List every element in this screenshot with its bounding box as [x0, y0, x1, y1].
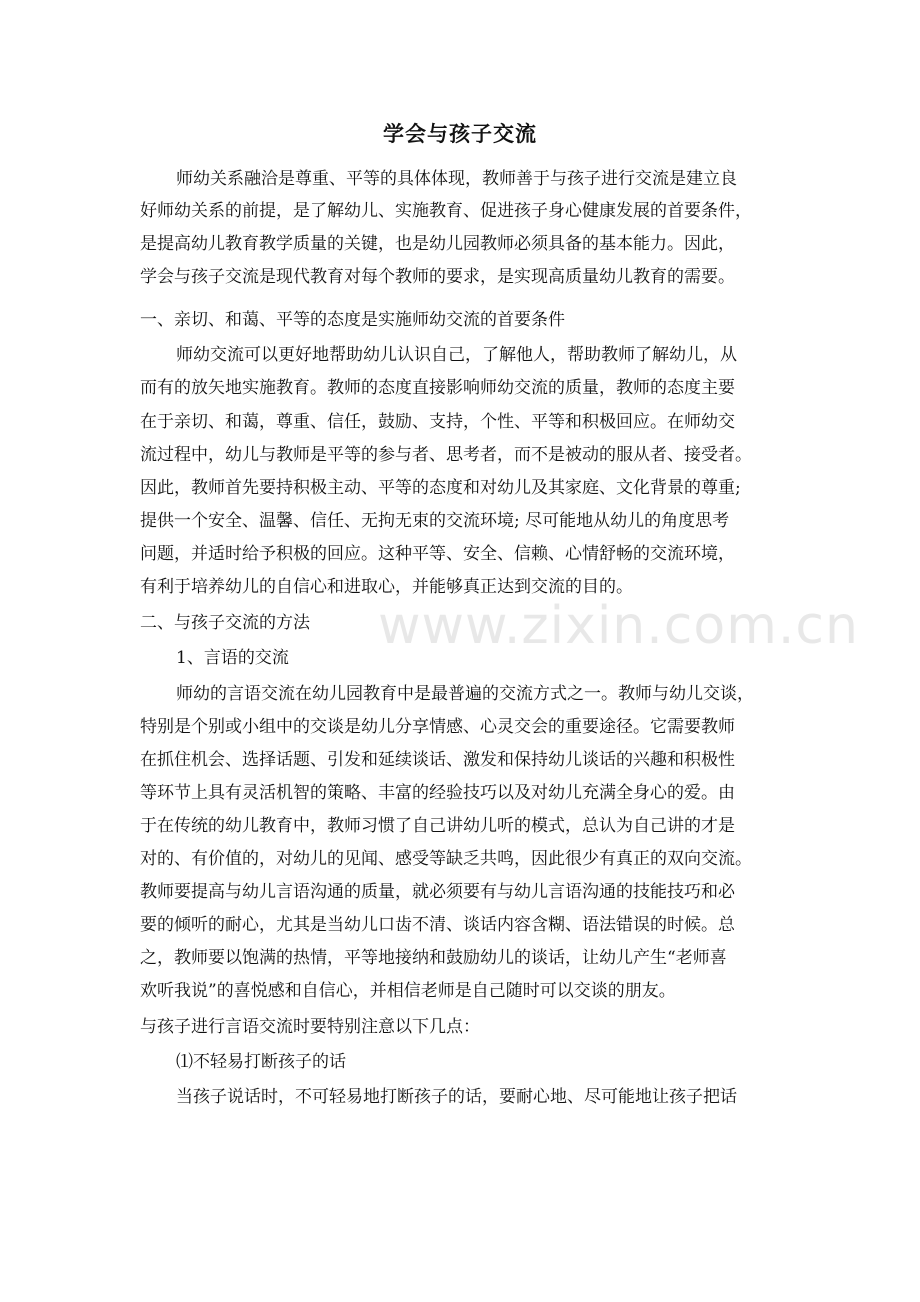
section-heading: 二、与孩子交流的方法 — [140, 613, 310, 633]
watermark: www.zixin.com.cn — [378, 596, 859, 656]
list-item-heading: ⑴不轻易打断孩子的话 — [176, 1052, 346, 1072]
paragraph-line: 等环节上具有灵活机智的策略、丰富的经验技巧以及对幼儿充满全身心的爱。由 — [140, 783, 735, 803]
paragraph-line: 特别是个别或小组中的交谈是幼儿分享情感、心灵交会的重要途径。它需要教师 — [140, 717, 735, 737]
paragraph-line: 在于亲切、和蔼，尊重、信任，鼓励、支持，个性、平等和积极回应。在师幼交 — [140, 412, 735, 432]
paragraph-line: 学会与孩子交流是现代教育对每个教师的要求，是实现高质量幼儿教育的需要。 — [140, 267, 735, 287]
paragraph-line: 流过程中，幼儿与教师是平等的参与者、思考者，而不是被动的服从者、接受者。 — [140, 445, 752, 465]
document-title: 学会与孩子交流 — [383, 122, 537, 146]
paragraph-line: 师幼关系融洽是尊重、平等的具体体现，教师善于与孩子进行交流是建立良 — [176, 169, 737, 189]
list-intro: 与孩子进行言语交流时要特别注意以下几点： — [140, 1017, 480, 1037]
paragraph-line: 而有的放矢地实施教育。教师的态度直接影响师幼交流的质量，教师的态度主要 — [140, 378, 735, 398]
section-heading: 一、亲切、和蔼、平等的态度是实施师幼交流的首要条件 — [140, 310, 565, 330]
paragraph-line: 好师幼关系的前提，是了解幼儿、实施教育、促进孩子身心健康发展的首要条件， — [140, 201, 752, 221]
paragraph-line: 是提高幼儿教育教学质量的关键，也是幼儿园教师必须具备的基本能力。因此， — [140, 234, 735, 254]
paragraph-line: 问题，并适时给予积极的回应。这种平等、安全、信赖、心情舒畅的交流环境， — [140, 544, 735, 564]
paragraph-line: 欢听我说”的喜悦感和自信心，并相信老师是自己随时可以交谈的朋友。 — [140, 981, 676, 1001]
paragraph-line: 要的倾听的耐心，尤其是当幼儿口齿不清、谈话内容含糊、语法错误的时候。总 — [140, 915, 735, 935]
paragraph-line: 在抓住机会、选择话题、引发和延续谈话、激发和保持幼儿谈话的兴趣和积极性 — [140, 750, 735, 770]
paragraph-line: 提供一个安全、温馨、信任、无拘无束的交流环境; 尽可能地从幼儿的角度思考 — [140, 511, 730, 531]
paragraph-line: 因此，教师首先要持积极主动、平等的态度和对幼儿及其家庭、文化背景的尊重; — [140, 478, 741, 498]
subsection-heading: 1、言语的交流 — [176, 648, 289, 668]
paragraph-line: 之，教师要以饱满的热情，平等地接纳和鼓励幼儿的谈话，让幼儿产生“老师喜 — [140, 948, 727, 968]
paragraph-line: 当孩子说话时，不可轻易地打断孩子的话，要耐心地、尽可能地让孩子把话 — [176, 1087, 737, 1107]
paragraph-line: 对的、有价值的，对幼儿的见闻、感受等缺乏共鸣，因此很少有真正的双向交流。 — [140, 849, 752, 869]
paragraph-line: 师幼的言语交流在幼儿园教育中是最普遍的交流方式之一。教师与幼儿交谈， — [176, 684, 754, 704]
paragraph-line: 师幼交流可以更好地帮助幼儿认识自己，了解他人，帮助教师了解幼儿，从 — [176, 345, 737, 365]
paragraph-line: 有利于培养幼儿的自信心和进取心，并能够真正达到交流的目的。 — [140, 577, 633, 597]
paragraph-line: 教师要提高与幼儿言语沟通的质量，就必须要有与幼儿言语沟通的技能技巧和必 — [140, 882, 735, 902]
paragraph-line: 于在传统的幼儿教育中，教师习惯了自己讲幼儿听的模式，总认为自己讲的才是 — [140, 816, 735, 836]
